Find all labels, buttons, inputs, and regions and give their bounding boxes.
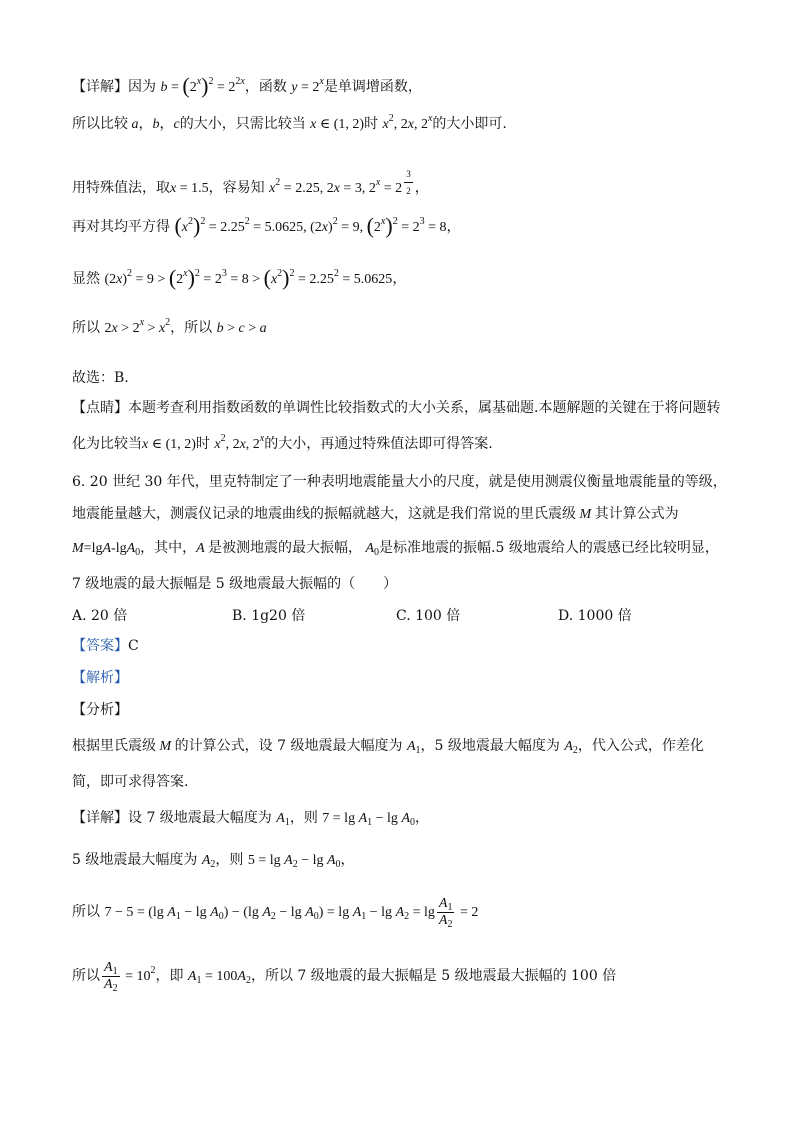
analysis-tag: 【解析】 [72,670,128,686]
formula-b: $b = (2^x)^2 = 2^{2x}$ [160,73,245,98]
detail-line-6: 所以 $2x > 2^x > x^2$，所以 b > c > a [72,317,267,336]
fraction-a1-a2-result: $\frac{A_1}{A_2}$ [104,959,118,994]
solution-line-3: 所以 7 − 5 = (lg $A_1 - \lg A_0) - (\lg$ $A_2 - \lg A_0) = \lg A_1 - \lg A_2 = \lg$ $\frac{A_1}{A_2}$ = 2 [72,895,479,930]
question-6-line-1: 6. 20 世纪 30 年代，里克特制定了一种表明地震能量大小的尺度，就是使用测震仪衡量地震能量的等级， [72,474,727,490]
detail-line-1: 【详解】因为 $b = (2^x)^2 = 2^{2x}$，函数 $y = 2^x$是单调增函数， [72,73,422,98]
remark-line-2: 化为比较当x ∈ (1, 2)时 $x^2$, 2x, 2$^x$的大小，再通过特殊值法即可得答案. [72,433,493,452]
solution-line-1: 【详解】设 7 级地震最大幅度为 $A_1$，则 $7 = \lg A_1 - \lg A_0$， [72,810,429,828]
detail-line-2: 所以比较 a，b，c的大小，只需比较当 x ∈ (1, 2)时 $x^2$, 2x, 2$^x$的大小即可. [72,113,507,132]
reasoning-line-2: 简，即可求得答案. [72,774,189,790]
reasoning-tag: 【分析】 [72,702,128,718]
option-a: A. 20 倍 [72,608,128,624]
fraction-a1-a2: $\frac{A_1}{A_2}$ [438,895,453,930]
detail-line-5: 显然 $(2x)^2 = 9 > (2^x)^2 = 2^3 = 8 > (x^2)^2 = 2.25^2 = 5.0625$， [72,265,407,290]
solution-line-2: 5 级地震最大幅度为 $A_2$，则 $5 = \lg A_2 - \lg A_0$， [72,852,355,870]
formula-y: $y = 2^x$ [291,76,324,95]
detail-tag: 【详解】 [72,79,128,95]
solution-tag: 【详解】 [72,810,128,826]
solution-line-4: 所以 $\frac{A_1}{A_2}$ = $10^2$，即 $A_1 = 100A_2$，所以 7 级地震的最大振幅是 5 级地震最大振幅的 100 倍 [72,959,617,994]
answer-line [72,636,139,656]
remark-line-1: 【点睛】本题考查利用指数函数的单调性比较指数式的大小关系，属基础题.本题解题的关键在于将问题转 [72,400,721,416]
option-c: C. 100 倍 [396,608,461,624]
detail-line-4: 再对其均平方得 $(x^2)^2 = 2.25^2 = 5.0625$, $(2x)^2 = 9$, $(2^x)^2 = 2^3 = 8$， [72,213,461,238]
conclusion-choice: 故选：B. [72,370,129,386]
option-d: D. 1000 倍 [558,608,632,624]
answer-tag: 【答案】 [72,638,128,654]
remark-tag: 【点睛】 [72,400,128,416]
question-6-line-4: 7 级地震的最大振幅是 5 级地震最大振幅的（ ） [72,576,398,592]
detail-line-3: 用特殊值法，取x = 1.5，容易知 $x^2 = 2.25$, 2x = 3, $2^x = 2$ $^{\frac{3}{2}}$ ， [72,166,429,199]
question-6-line-3: M=lgA-lgA$_0$，其中，A 是被测地震的最大振幅， $A_0$是标准地震的振幅.5 级地震给人的震感已经比较明显， [72,540,719,558]
question-6-line-2: 地震能量越大，测震仪记录的地震曲线的振幅就越大，这就是我们常说的里氏震级 M 其计算公式为 [72,506,679,522]
reasoning-line-1: 根据里氏震级 M 的计算公式，设 7 级地震最大幅度为 $A_1$，5 级地震最大幅度为 $A_2$，代入公式，作差化 [72,738,704,756]
answer-value: C [128,638,139,654]
option-b: B. 1g20 倍 [232,608,306,624]
